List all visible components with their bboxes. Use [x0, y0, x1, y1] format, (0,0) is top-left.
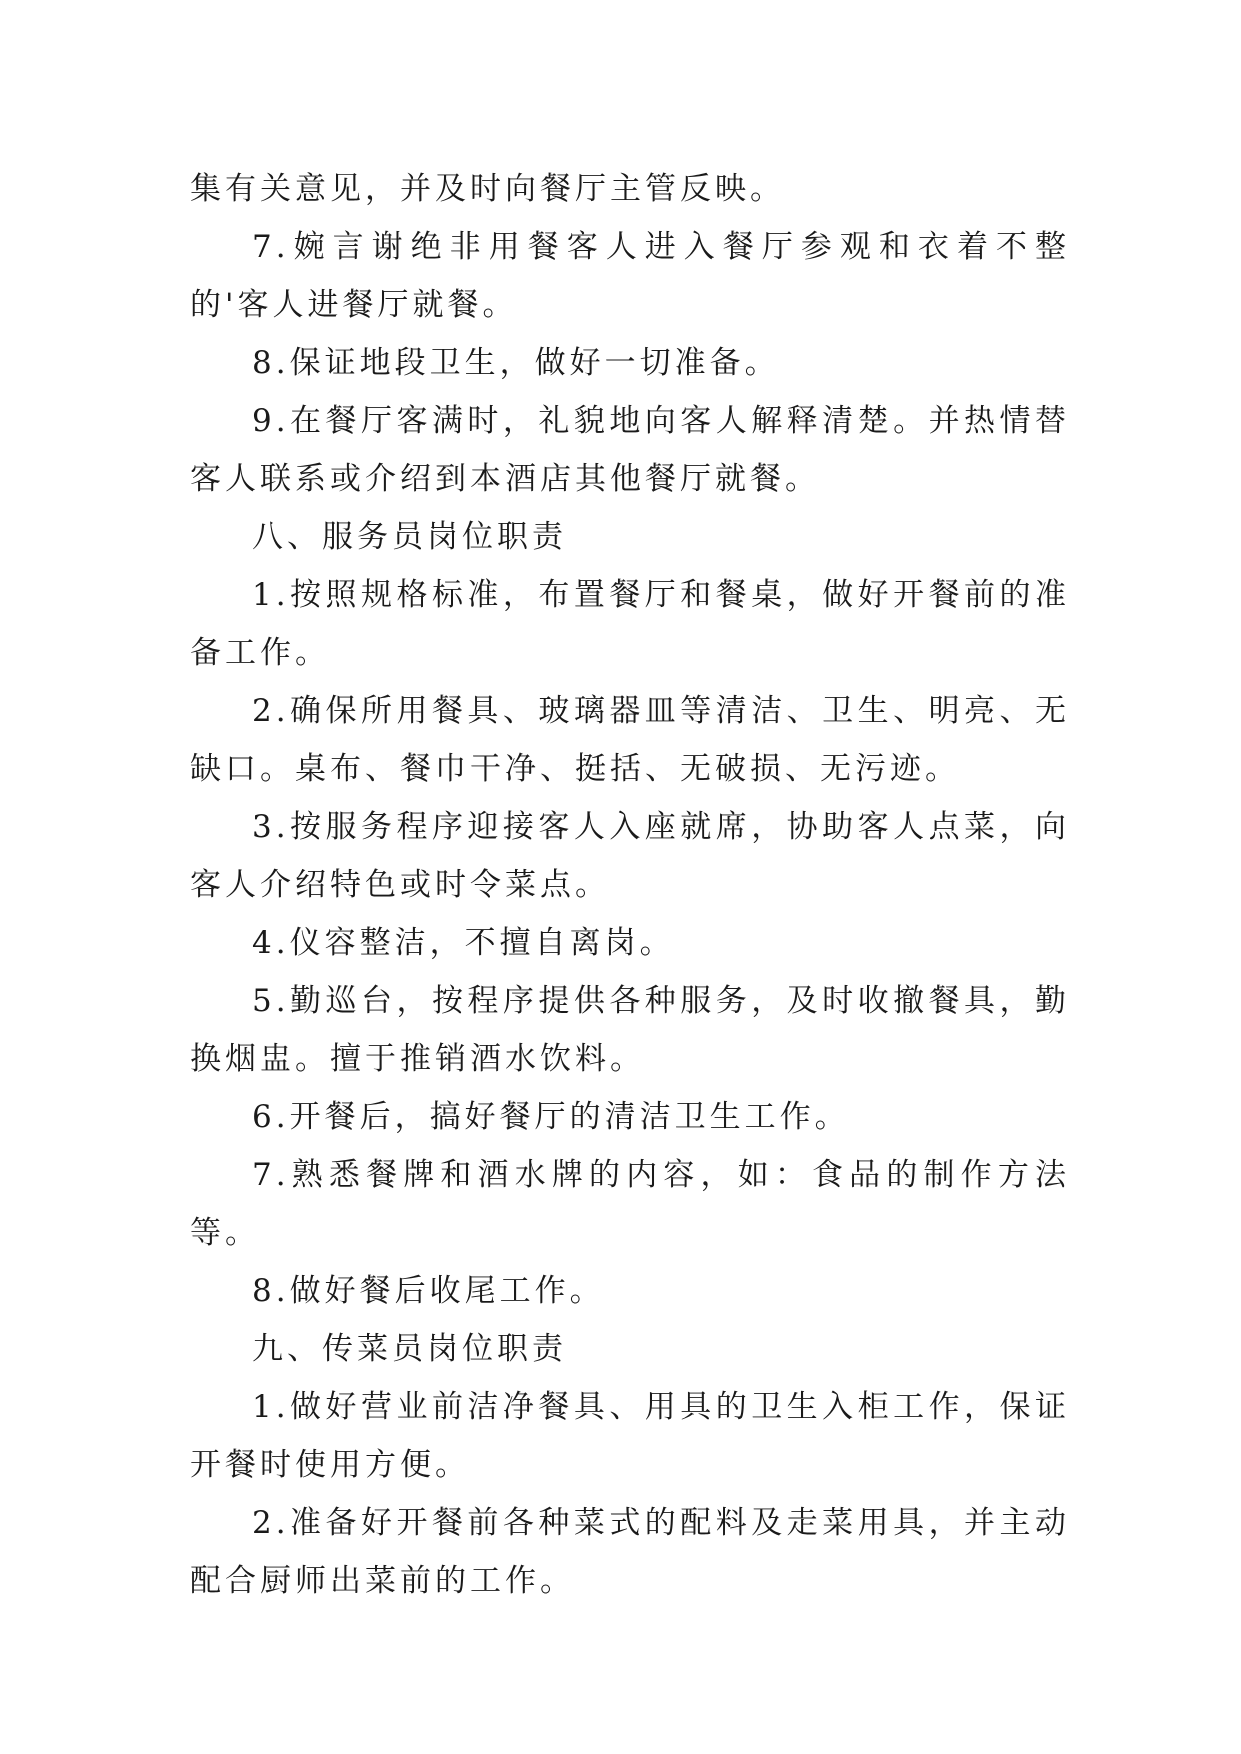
paragraph: 3.按服务程序迎接客人入座就席，协助客人点菜，向客人介绍特色或时令菜点。 — [190, 809, 1070, 903]
paragraph: 7.熟悉餐牌和酒水牌的内容，如：食品的制作方法等。 — [190, 1157, 1070, 1251]
paragraph: 4.仪容整洁，不擅自离岗。 — [252, 925, 675, 961]
document-body — [190, 160, 1070, 1610]
paragraph: 集有关意见，并及时向餐厅主管反映。 — [190, 171, 785, 207]
section-heading: 九、传菜员岗位职责 — [252, 1331, 567, 1367]
paragraph: 6.开餐后，搞好餐厅的清洁卫生工作。 — [252, 1099, 850, 1135]
paragraph: 9.在餐厅客满时，礼貌地向客人解释清楚。并热情替客人联系或介绍到本酒店其他餐厅就餐。 — [190, 403, 1070, 497]
section-heading: 八、服务员岗位职责 — [252, 519, 567, 555]
paragraph: 2.准备好开餐前各种菜式的配料及走菜用具，并主动配合厨师出菜前的工作。 — [190, 1505, 1070, 1599]
paragraph: 8.做好餐后收尾工作。 — [252, 1273, 605, 1309]
paragraph: 1.按照规格标准，布置餐厅和餐桌，做好开餐前的准备工作。 — [190, 577, 1070, 671]
paragraph: 1.做好营业前洁净餐具、用具的卫生入柜工作，保证开餐时使用方便。 — [190, 1389, 1070, 1483]
paragraph: 5.勤巡台，按程序提供各种服务，及时收撤餐具，勤换烟盅。擅于推销酒水饮料。 — [190, 983, 1070, 1077]
paragraph: 8.保证地段卫生，做好一切准备。 — [252, 345, 780, 381]
paragraph: 7.婉言谢绝非用餐客人进入餐厅参观和衣着不整的'客人进餐厅就餐。 — [190, 229, 1070, 323]
paragraph: 2.确保所用餐具、玻璃器皿等清洁、卫生、明亮、无缺口。桌布、餐巾干净、挺括、无破损、无污迹。 — [190, 693, 1070, 787]
